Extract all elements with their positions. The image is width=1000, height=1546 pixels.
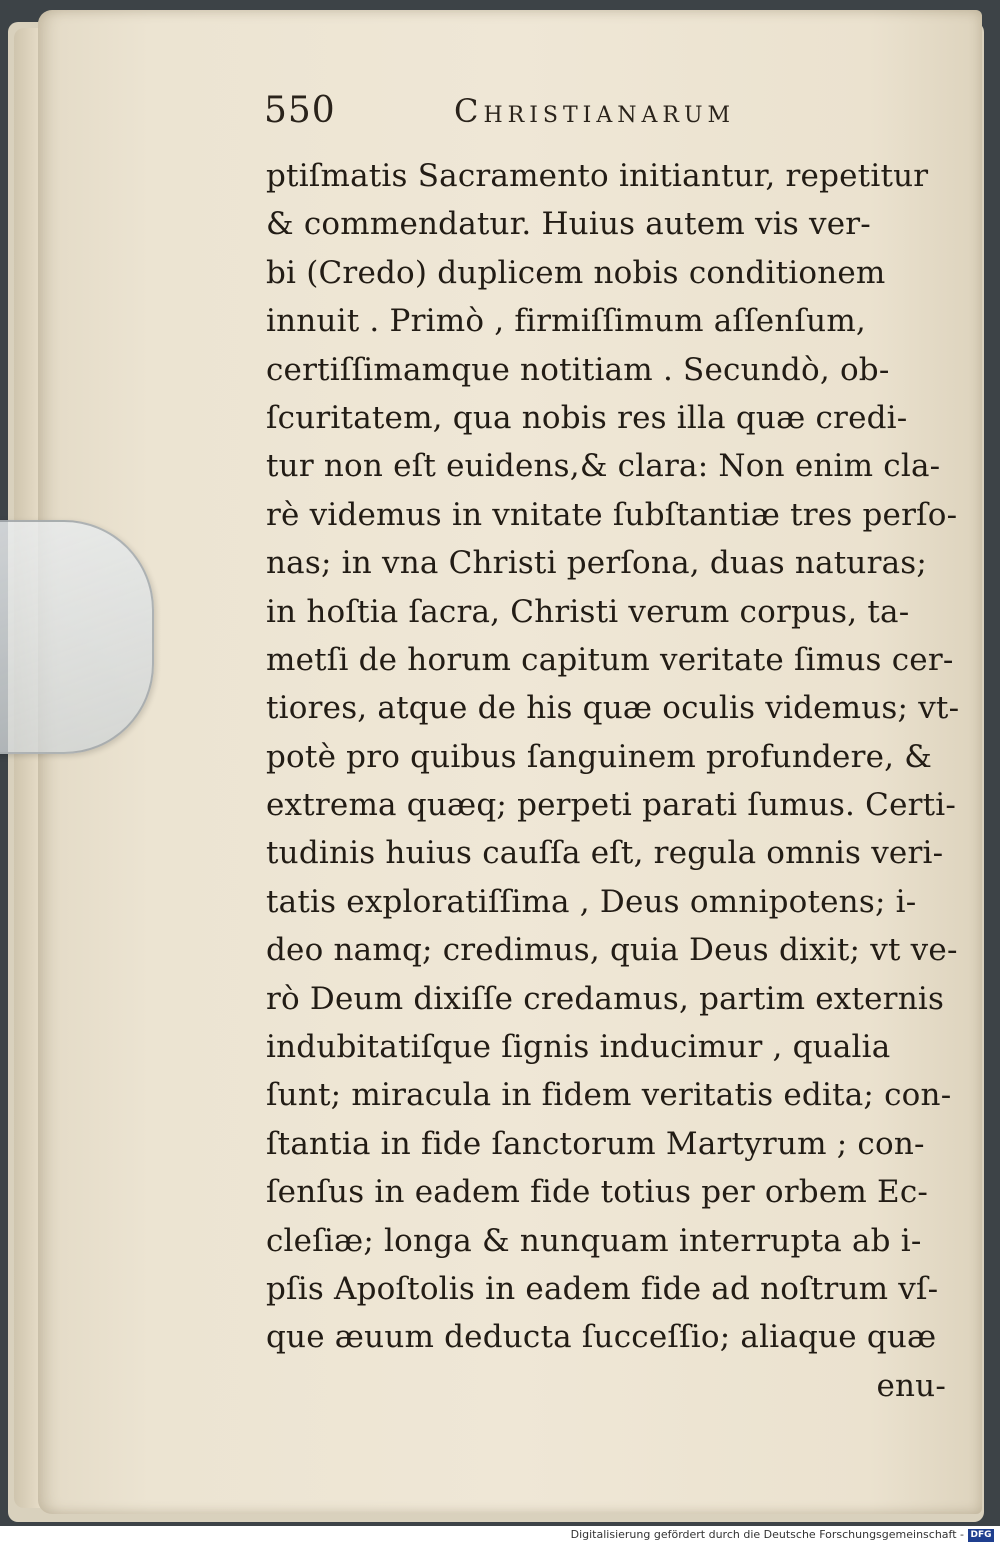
text-line: nas; in vna Christi perſona, duas naturas; bbox=[266, 545, 928, 582]
text-line: in hoſtia ſacra, Christi verum corpus, ta- bbox=[266, 593, 910, 630]
text-line: certiſſimamque notitiam . Secundò, ob- bbox=[266, 351, 890, 388]
text-line: indubitatiſque ſignis inducimur , qualia bbox=[266, 1029, 891, 1066]
text-line: potè pro quibus ſanguinem profundere, & bbox=[266, 738, 933, 775]
footer-bar bbox=[0, 1526, 1000, 1546]
text-line: ptiſmatis Sacramento initiantur, repetitur bbox=[266, 158, 929, 194]
text-line: ſtantia in fide ſanctorum Martyrum ; con- bbox=[266, 1125, 925, 1162]
text-line: tur non eſt euidens,& clara: Non enim cla- bbox=[266, 448, 941, 485]
text-line: que æuum deducta ſucceſſio; aliaque quæ bbox=[266, 1319, 937, 1356]
text-line: ſunt; miracula in fidem veritatis edita; con- bbox=[266, 1077, 952, 1114]
text-line: cleſiæ; longa & nunquam interrupta ab i- bbox=[266, 1222, 922, 1259]
text-line: rè videmus in vnitate ſubſtantiæ tres perſo- bbox=[266, 496, 958, 533]
text-line: extrema quæq; perpeti parati ſumus. Certi- bbox=[266, 787, 957, 824]
text-line: ſenſus in eadem fide totius per orbem Ec- bbox=[266, 1174, 929, 1211]
body-text bbox=[266, 152, 966, 1410]
text-line: innuit . Primò , firmiſſimum aſſenſum, bbox=[266, 303, 866, 340]
text-line: tiores, atque de his quæ oculis videmus; vt- bbox=[266, 690, 960, 727]
text-line: tudinis huius cauſſa eſt, regula omnis veri- bbox=[266, 835, 944, 872]
dfg-logo: DFG bbox=[968, 1529, 994, 1542]
running-title: Christianarum bbox=[454, 92, 736, 130]
text-line: metſi de horum capitum veritate ſimus cer- bbox=[266, 641, 954, 678]
text-line: ſcuritatem, qua nobis res illa quæ credi- bbox=[266, 399, 908, 436]
text-line: tatis exploratiſſima , Deus omnipotens; i- bbox=[266, 883, 917, 920]
text-line: pſis Apoſtolis in eadem fide ad noſtrum vſ- bbox=[266, 1270, 939, 1307]
page-edge bbox=[14, 28, 40, 1508]
page-clip bbox=[0, 520, 154, 754]
page-number: 550 bbox=[264, 90, 336, 131]
text-line: rò Deum dixiſſe credamus, partim externis bbox=[266, 980, 945, 1017]
page-header bbox=[264, 86, 844, 136]
text-line: enu- bbox=[876, 1367, 946, 1404]
text-line: deo namq; credimus, quia Deus dixit; vt ve- bbox=[266, 932, 958, 969]
footer-credit: Digitalisierung gefördert durch die Deutsche Forschungsgemeinschaft - bbox=[570, 1528, 964, 1541]
text-line: & commendatur. Huius autem vis ver- bbox=[266, 206, 871, 243]
text-line: bi (Credo) duplicem nobis conditionem bbox=[266, 254, 886, 291]
